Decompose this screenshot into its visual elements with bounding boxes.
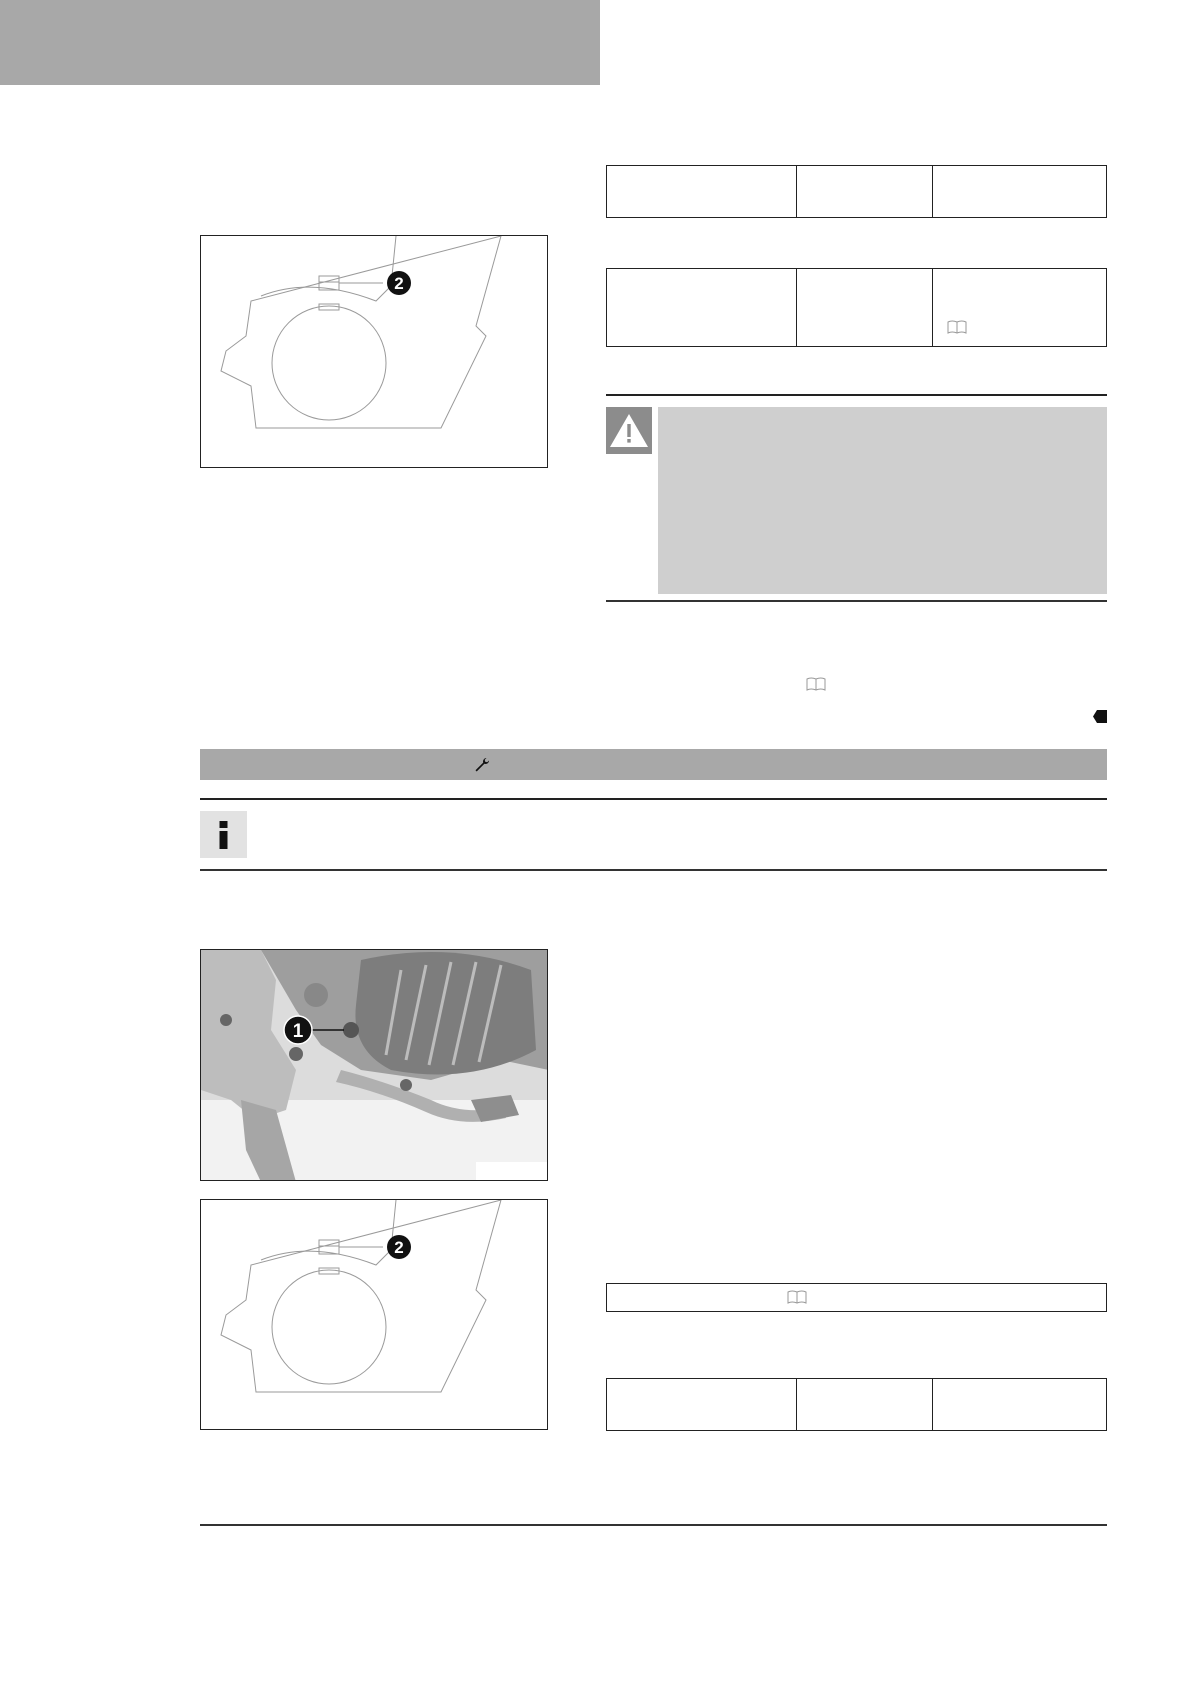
- spec-table-1-cell-name: [607, 166, 797, 217]
- info-top-rule: [200, 798, 1107, 800]
- figure-drain-plug-drawing-1: [200, 235, 548, 468]
- section-heading-bar: [200, 749, 1107, 780]
- callout-2-label: 2: [394, 1238, 404, 1257]
- warning-top-rule: [606, 394, 1107, 396]
- figure-drain-plug-drawing-2: [200, 1199, 548, 1430]
- info-icon-box: [200, 811, 247, 858]
- spec-table-2-cell-name: [607, 269, 797, 346]
- spec-table-2-cell-ref: [933, 269, 1106, 346]
- spec-table-1-cell-value: [797, 166, 933, 217]
- reference-table-cell: [607, 1284, 1106, 1311]
- engine-case-drawing: [201, 1200, 548, 1430]
- manual-book-icon: [947, 320, 967, 334]
- spec-table-3-cell-unit: [933, 1379, 1106, 1430]
- chapter-header-band: [0, 0, 600, 85]
- manual-book-icon: [806, 677, 826, 691]
- end-of-procedure-icon: [1093, 709, 1108, 724]
- info-bottom-rule: [200, 869, 1107, 871]
- callout-1-label: 1: [292, 1021, 304, 1042]
- callout-2-label: 2: [394, 274, 404, 293]
- spec-table-3-cell-value: [797, 1379, 933, 1430]
- spec-table-1-cell-unit: [933, 166, 1106, 217]
- wrench-icon: [474, 757, 490, 773]
- warning-icon-box: [606, 407, 652, 454]
- spec-table-1: [606, 165, 1107, 218]
- engine-case-drawing: [201, 236, 548, 468]
- warning-panel: [658, 407, 1107, 594]
- manual-book-icon: [787, 1290, 807, 1304]
- page-footer-rule: [200, 1524, 1107, 1526]
- figure-engine-photo: [200, 949, 548, 1181]
- spec-table-3: [606, 1378, 1107, 1431]
- warning-bottom-rule: [606, 600, 1107, 602]
- spec-table-2-cell-value: [797, 269, 933, 346]
- reference-table: [606, 1283, 1107, 1312]
- info-icon: [200, 811, 247, 858]
- warning-triangle-icon: [606, 407, 652, 454]
- spec-table-3-cell-name: [607, 1379, 797, 1430]
- engine-photo-illustration: [201, 950, 548, 1181]
- spec-table-2: [606, 268, 1107, 347]
